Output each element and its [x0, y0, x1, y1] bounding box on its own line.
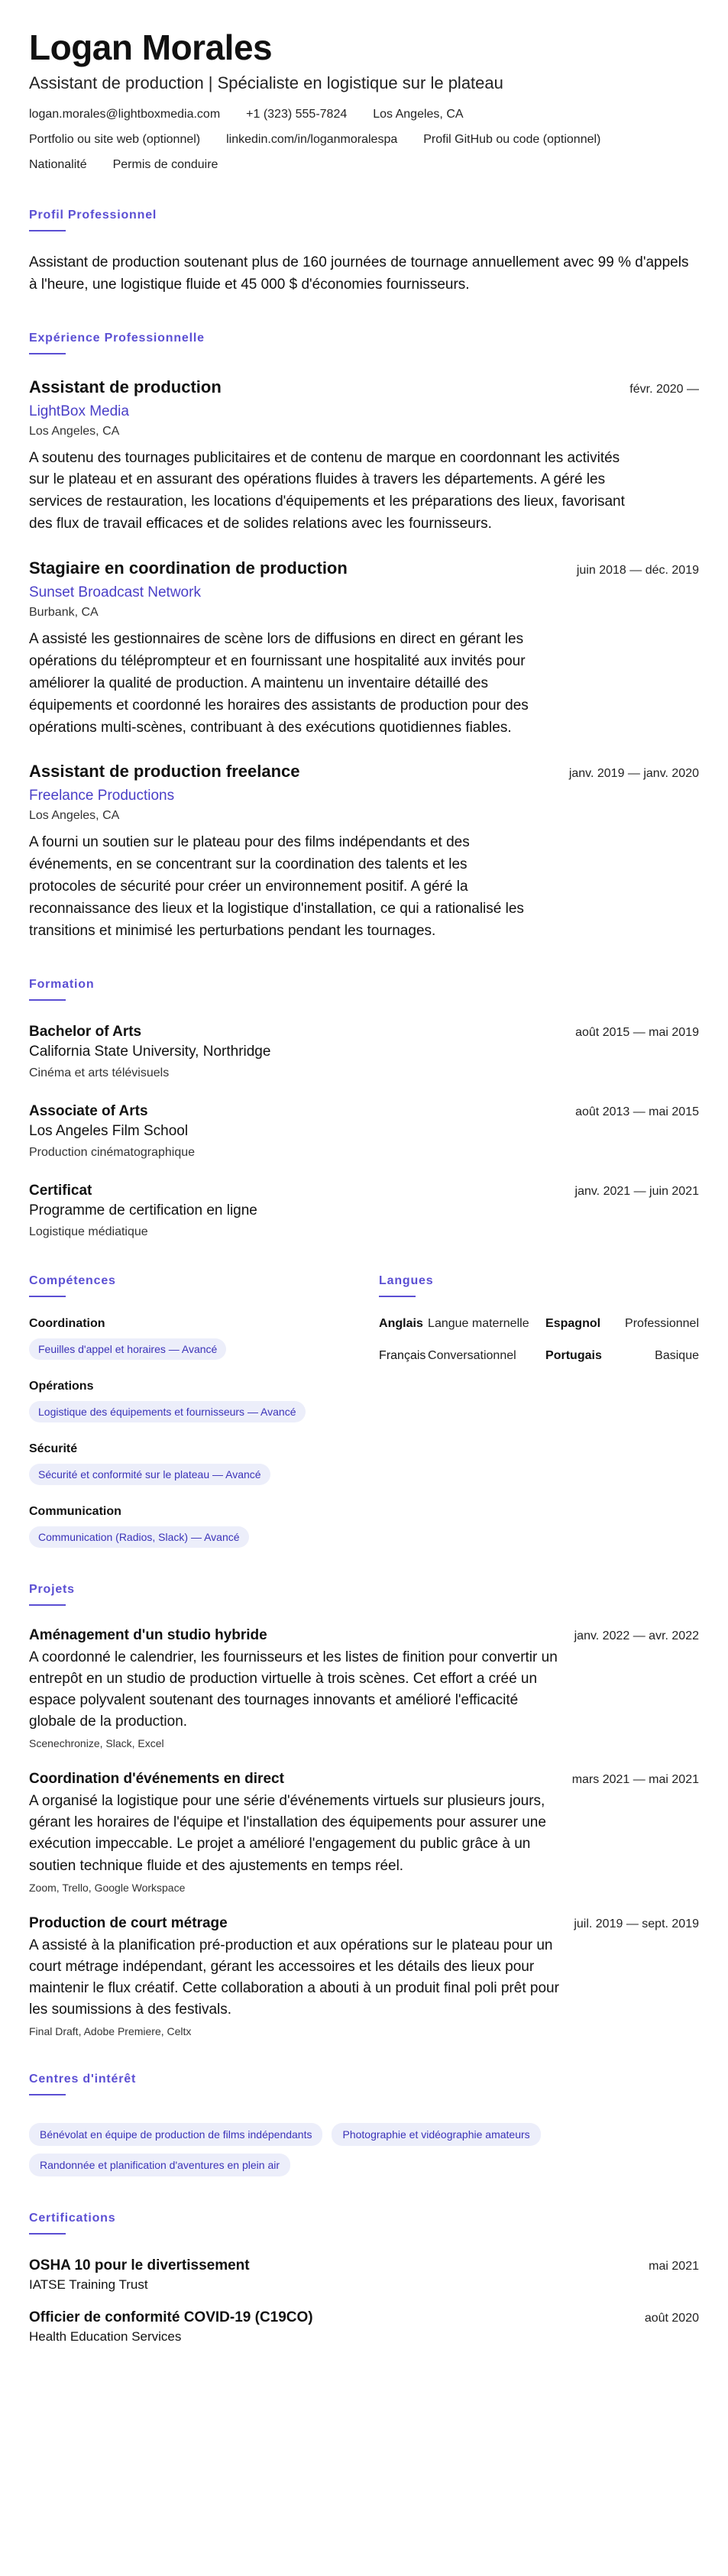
study-field: Cinéma et arts télévisuels [29, 1066, 170, 1079]
degree-title: Bachelor of Arts [29, 1023, 142, 1040]
section-title-interests: Centres d'intérêt [29, 2073, 699, 2095]
portfolio-link[interactable]: Portfolio ou site web (optionnel) [29, 133, 201, 147]
project-date: mars 2021 — mai 2021 [571, 1773, 699, 1787]
project-description: A assisté à la planification pré-production et aux opérations sur le plateau pour un court métrage indépendant, gérant les accessoires et les détails des lieux pour maintenir le flux créatif. Cette collaboration a abouti à un produit final poli prêt pour les soumissions à des festivals. [29, 1937, 559, 2018]
education-date: août 2013 — mai 2015 [575, 1105, 699, 1118]
skill-tag: Logistique des équipements et fournisseurs — Avancé [29, 1401, 306, 1422]
skill-category [29, 1380, 379, 1422]
certification-item [29, 2309, 699, 2345]
project-item [29, 1627, 699, 1749]
skill-category-name: Sécurité [29, 1442, 78, 1455]
project-title: Production de court métrage [29, 1914, 228, 1931]
job-description: A assisté les gestionnaires de scène lors de diffusions en direct en gérant les opérations du téléprompteur et en fournissant une hospitalité aux invités pour améliorer la qualité de production. A maintenu un inventaire détaillé des équipements et coordonné les horaires des assistants de production pour des opérations multi-scènes, contribuant à des exécutions quotidiennes fiables. [29, 631, 529, 736]
section-title-profile: Profil Professionnel [29, 209, 699, 231]
job-date: juin 2018 — déc. 2019 [576, 564, 699, 578]
job-title: Assistant de production freelance [29, 762, 300, 782]
project-description: A coordonné le calendrier, les fournisseurs et les listes de finition pour convertir un entrepôt en un studio de production virtuelle à trois scènes. Cet effort a créé un espace polyvalent soutenant des tournages innovants et amélioré l'efficacité globale de la production. [29, 1649, 558, 1730]
section-title-skills: Compétences [29, 1274, 379, 1297]
skill-category-name: Communication [29, 1504, 121, 1518]
job-location: Los Angeles, CA [29, 809, 120, 823]
contact-row-1 [29, 107, 699, 123]
job-description: A soutenu des tournages publicitaires et de contenu de marque en coordonnant les activités sur le plateau et en assurant des opérations fluides à travers les départements. A géré les services de restauration, les locations d'équipements et les préparations des lieux, favorisant des flux de travail efficaces et de solides relations avec les fournisseurs. [29, 449, 625, 532]
education-item [29, 1183, 699, 1239]
driving-license-text: Permis de conduire [112, 157, 218, 171]
certification-issuer: IATSE Training Trust [29, 2277, 148, 2293]
section-title-experience: Expérience Professionnelle [29, 332, 699, 354]
company-name: LightBox Media [29, 403, 129, 419]
education-date: août 2015 — mai 2019 [575, 1025, 699, 1039]
candidate-headline: Assistant de production | Spécialiste en logistique sur le plateau [29, 73, 503, 93]
job-location: Burbank, CA [29, 606, 99, 620]
language-name: Portugais [545, 1348, 602, 1362]
project-item [29, 1771, 699, 1893]
interests-list [29, 2115, 699, 2176]
job-date: févr. 2020 — [629, 382, 699, 396]
job-title: Stagiaire en coordination de production [29, 558, 348, 578]
section-title-languages: Langues [379, 1274, 699, 1297]
degree-title: Associate of Arts [29, 1102, 148, 1119]
degree-title: Certificat [29, 1182, 92, 1199]
certification-issuer: Health Education Services [29, 2329, 182, 2345]
study-field: Logistique médiatique [29, 1225, 148, 1238]
skill-category-name: Opérations [29, 1379, 94, 1393]
phone-number[interactable]: +1 (323) 555-7824 [246, 108, 348, 121]
project-title: Coordination d'événements en direct [29, 1771, 284, 1788]
location-text: Los Angeles, CA [373, 108, 464, 121]
interest-tag: Randonnée et planification d'aventures en plein air [29, 2154, 290, 2176]
language-name: Anglais [379, 1316, 423, 1330]
section-title-education: Formation [29, 978, 699, 1001]
skill-category [29, 1505, 379, 1548]
project-date: janv. 2022 — avr. 2022 [574, 1629, 699, 1642]
skill-tag: Sécurité et conformité sur le plateau — Avancé [29, 1464, 270, 1485]
interest-tag: Bénévolat en équipe de production de films indépendants [29, 2123, 322, 2146]
skill-category-name: Coordination [29, 1316, 105, 1330]
school-name: California State University, Northridge [29, 1043, 271, 1060]
resume-header [29, 29, 699, 173]
project-tools: Scenechronize, Slack, Excel [29, 1737, 164, 1750]
project-item [29, 1915, 699, 2037]
interest-tag: Photographie et vidéographie amateurs [332, 2123, 540, 2146]
nationality-text: Nationalité [29, 157, 87, 171]
study-field: Production cinématographique [29, 1145, 196, 1159]
skills-column [29, 1239, 379, 1548]
project-title: Aménagement d'un studio hybride [29, 1626, 267, 1643]
certification-name: Officier de conformité COVID-19 (C19CO) [29, 2309, 313, 2326]
languages-grid [379, 1317, 699, 1363]
company-name: Sunset Broadcast Network [29, 584, 201, 601]
projects-list [29, 1627, 699, 2037]
education-item [29, 1103, 699, 1160]
certification-item [29, 2257, 699, 2293]
language-level: Conversationnel [428, 1348, 516, 1362]
contact-row-3 [29, 157, 699, 173]
language-name: Espagnol [545, 1316, 601, 1330]
experience-list [29, 377, 699, 943]
skills-languages-row [29, 1239, 699, 1548]
skill-category [29, 1317, 379, 1360]
education-date: janv. 2021 — juin 2021 [574, 1184, 699, 1198]
profile-summary: Assistant de production soutenant plus de 160 journées de tournage annuellement avec 99 % d'appels à l'heure, une logistique fluide et 45 000 $ d'économies fournisseurs. [29, 254, 689, 293]
experience-item [29, 558, 699, 739]
certification-date: mai 2021 [649, 2260, 699, 2273]
skill-tag: Feuilles d'appel et horaires — Avancé [29, 1338, 226, 1360]
school-name: Los Angeles Film School [29, 1122, 189, 1139]
project-tools: Final Draft, Adobe Premiere, Celtx [29, 2025, 192, 2038]
language-level: Professionnel [625, 1316, 699, 1330]
experience-item [29, 377, 699, 536]
certification-date: août 2020 [644, 2312, 699, 2325]
experience-item [29, 762, 699, 942]
skill-tag: Communication (Radios, Slack) — Avancé [29, 1526, 249, 1548]
education-item [29, 1024, 699, 1080]
language-level: Langue maternelle [428, 1316, 529, 1330]
section-title-certifications: Certifications [29, 2212, 699, 2235]
company-name: Freelance Productions [29, 788, 175, 804]
language-name: Français [379, 1348, 426, 1362]
email-link[interactable]: logan.morales@lightboxmedia.com [29, 108, 221, 121]
certification-name: OSHA 10 pour le divertissement [29, 2257, 250, 2274]
candidate-name: Logan Morales [29, 28, 273, 67]
linkedin-link[interactable]: linkedin.com/in/loganmoralespa [226, 133, 398, 147]
github-link[interactable]: Profil GitHub ou code (optionnel) [423, 133, 601, 147]
job-date: janv. 2019 — janv. 2020 [568, 767, 699, 781]
skill-category [29, 1442, 379, 1485]
language-level: Basique [655, 1348, 699, 1362]
project-description: A organisé la logistique pour une série d'événements virtuels sur plusieurs jours, gérant les horaires de l'équipe et l'installation des équipements pour assurer une exécution impeccable. Le projet a amélioré l'engagement du public grâce à un soutien technique fluide et des ajustements en temps réel. [29, 1793, 546, 1874]
project-date: juil. 2019 — sept. 2019 [574, 1917, 699, 1930]
languages-column [379, 1239, 699, 1548]
certifications-list [29, 2257, 699, 2345]
job-location: Los Angeles, CA [29, 424, 120, 438]
job-title: Assistant de production [29, 377, 222, 396]
project-tools: Zoom, Trello, Google Workspace [29, 1881, 186, 1894]
contact-row-2 [29, 132, 699, 148]
school-name: Programme de certification en ligne [29, 1202, 257, 1218]
section-title-projects: Projets [29, 1583, 699, 1606]
job-description: A fourni un soutien sur le plateau pour des films indépendants et des événements, en se concentrant sur la coordination des talents et les protocoles de sécurité pour créer un environnement positif. A géré la reconnaissance des lieux et la logistique d'installation, ce qui a rationalisé les transitions et minimisé les perturbations pendant les tournages. [29, 834, 524, 939]
education-list [29, 1024, 699, 1239]
